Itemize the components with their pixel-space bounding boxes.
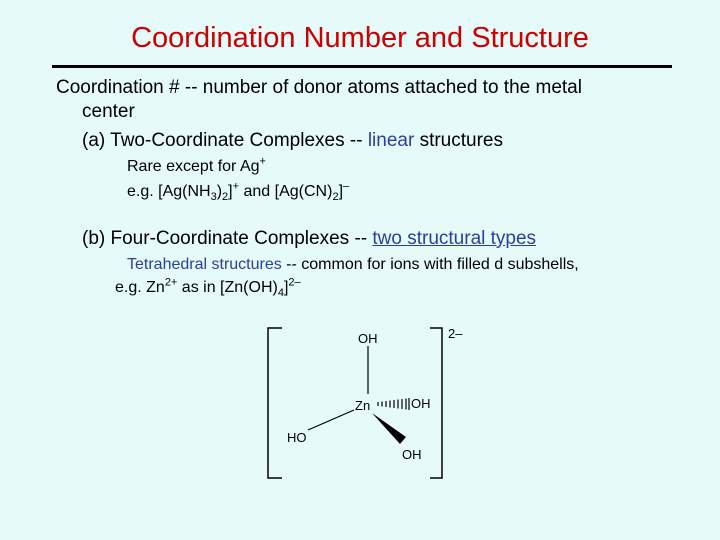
ammine-count-subscript: 2 [222, 191, 229, 204]
tetrahedral-highlight: Tetrahedral structures [127, 256, 282, 273]
section-a-prefix: (a) Two-Coordinate Complexes -- [82, 130, 368, 151]
example-a-bracket2: ] [338, 183, 344, 200]
linear-highlight: linear [367, 130, 415, 151]
zn-charge: 2+ [164, 276, 178, 289]
example-a-charge1: + [232, 180, 240, 193]
example-b-charge: 2– [288, 276, 301, 289]
tetrahedral-rest: -- common for ions with filled d subshells, [281, 256, 579, 273]
bond-left [308, 410, 354, 430]
definition-line-1: Coordination # -- number of donor atoms attached to the metal [56, 77, 582, 98]
ag-charge: + [259, 155, 266, 168]
complex-charge: 2– [448, 326, 463, 341]
example-b-mid: as in [Zn(OH) [177, 279, 278, 296]
cn-subscript: 2 [332, 191, 339, 204]
zinc-center: Zn [355, 398, 371, 413]
left-bracket [268, 328, 282, 478]
rare-text: Rare except for Ag [127, 158, 260, 175]
section-b-heading [82, 228, 536, 250]
ligand-bottom: OH [402, 447, 422, 462]
section-a-suffix: structures [414, 130, 503, 151]
definition-line-2: center [82, 101, 135, 122]
example-a-close: ) [216, 183, 223, 200]
example-b-prefix: e.g. Zn [115, 279, 165, 296]
section-b-prefix: (b) Four-Coordinate Complexes -- [82, 228, 373, 249]
right-bracket [430, 328, 442, 478]
example-a-mid: and [Ag(CN) [239, 183, 333, 200]
ligand-left: HO [287, 430, 307, 445]
ligand-right: OH [411, 396, 431, 411]
zincate-structure-diagram [256, 318, 486, 488]
nh3-subscript: 3 [210, 191, 217, 204]
title-divider [52, 65, 672, 68]
page-title: Coordination Number and Structure [131, 22, 589, 54]
example-a-charge2: – [343, 180, 350, 193]
example-b-bracket: ] [283, 279, 289, 296]
section-a-example [127, 180, 350, 204]
tetrahedral-note [127, 256, 579, 274]
ligand-top: OH [358, 331, 378, 346]
bond-hash [378, 398, 409, 410]
bond-wedge [372, 413, 406, 444]
example-a-bracket: ] [228, 183, 233, 200]
section-b-example [115, 276, 301, 300]
section-a-heading [82, 130, 503, 152]
oh-subscript: 4 [277, 287, 284, 300]
example-a-prefix: e.g. [Ag(NH [127, 183, 211, 200]
structural-types-link[interactable]: two structural types [372, 228, 537, 249]
rare-note [127, 155, 266, 176]
